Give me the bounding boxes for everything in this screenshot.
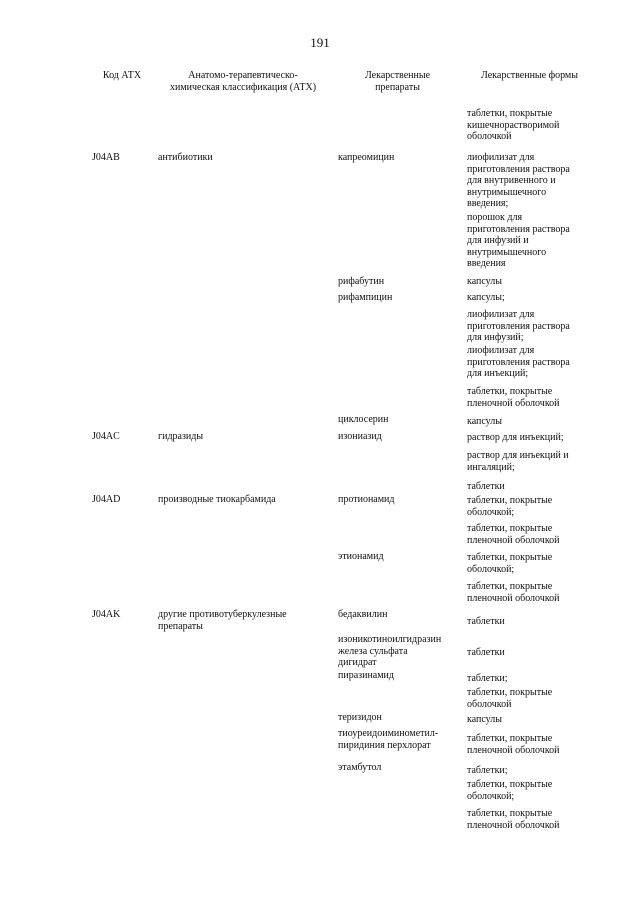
dosage-form: таблетки, покрытые пленочной оболочкой — [467, 523, 560, 546]
drug-name: этамбутол — [338, 762, 382, 773]
dosage-form: таблетки, покрытые пленочной оболочкой — [467, 808, 560, 831]
atc-code: J04AD — [92, 494, 121, 505]
dosage-form: капсулы — [467, 416, 502, 427]
dosage-form: лиофилизат для приготовления раствора для внутривенного и внутримышечного введения; — [467, 152, 570, 209]
atc-group-name: антибиотики — [158, 152, 213, 163]
drug-name: капреомицин — [338, 152, 395, 163]
dosage-form: таблетки, покрытые оболочкой; — [467, 495, 553, 518]
page-number: 191 — [310, 35, 330, 50]
dosage-form: капсулы — [467, 714, 502, 725]
dosage-form: таблетки; — [467, 673, 508, 684]
dosage-form: таблетки — [467, 481, 505, 492]
drug-name: тиоуреидоиминометил- пиридиния перхлорат — [338, 728, 439, 751]
drug-name: этионамид — [338, 551, 384, 562]
dosage-form: раствор для инъекций и ингаляций; — [467, 450, 569, 473]
header-classification: Анатомо-терапевтическо- химическая классификация (АТХ) — [169, 70, 317, 93]
dosage-form: таблетки, покрытые пленочной оболочкой — [467, 386, 560, 409]
dosage-form: таблетки, покрытые пленочной оболочкой — [467, 581, 560, 604]
atc-code: J04AB — [92, 152, 120, 163]
dosage-form: таблетки, покрытые оболочкой; — [467, 552, 553, 575]
drug-name: изоникотиноилгидразин железа сульфата дигидрат — [338, 634, 442, 668]
dosage-form: капсулы — [467, 276, 502, 287]
atc-group-name: производные тиокарбамида — [158, 494, 276, 505]
dosage-form: таблетки, покрытые пленочной оболочкой — [467, 733, 560, 756]
atc-group-name: гидразиды — [158, 431, 204, 442]
drug-name: изониазид — [338, 431, 382, 442]
drug-name: рифабутин — [338, 276, 385, 287]
drug-name: циклосерин — [338, 414, 389, 425]
atc-code: J04AK — [92, 609, 121, 620]
atc-group-name: другие противотуберкулезные препараты — [158, 609, 287, 632]
header-code: Код АТХ — [102, 70, 142, 81]
dosage-form: порошок для приготовления раствора для инфузий и внутримышечного введения — [467, 212, 570, 269]
dosage-form: таблетки; — [467, 765, 508, 776]
dosage-form: таблетки — [467, 647, 505, 658]
header-drugs: Лекарственные препараты — [364, 70, 431, 93]
drug-name: бедаквилин — [338, 609, 388, 620]
dosage-form: таблетки, покрытые оболочкой; — [467, 779, 553, 802]
dosage-form: таблетки, покрытые кишечнорастворимой оболочкой — [467, 108, 560, 142]
dosage-form: лиофилизат для приготовления раствора для инъекций; — [467, 345, 570, 379]
drug-name: теризидон — [338, 712, 382, 723]
dosage-form: лиофилизат для приготовления раствора для инфузий; — [467, 309, 570, 343]
dosage-form: таблетки, покрытые оболочкой — [467, 687, 553, 710]
atc-code: J04AC — [92, 431, 120, 442]
header-forms: Лекарственные формы — [481, 70, 578, 81]
drug-name: протионамид — [338, 494, 395, 505]
drug-name: пиразинамид — [338, 670, 395, 681]
drug-name: рифампицин — [338, 292, 393, 303]
dosage-form: капсулы; — [467, 292, 505, 303]
dosage-form: таблетки — [467, 616, 505, 627]
dosage-form: раствор для инъекций; — [467, 432, 564, 443]
